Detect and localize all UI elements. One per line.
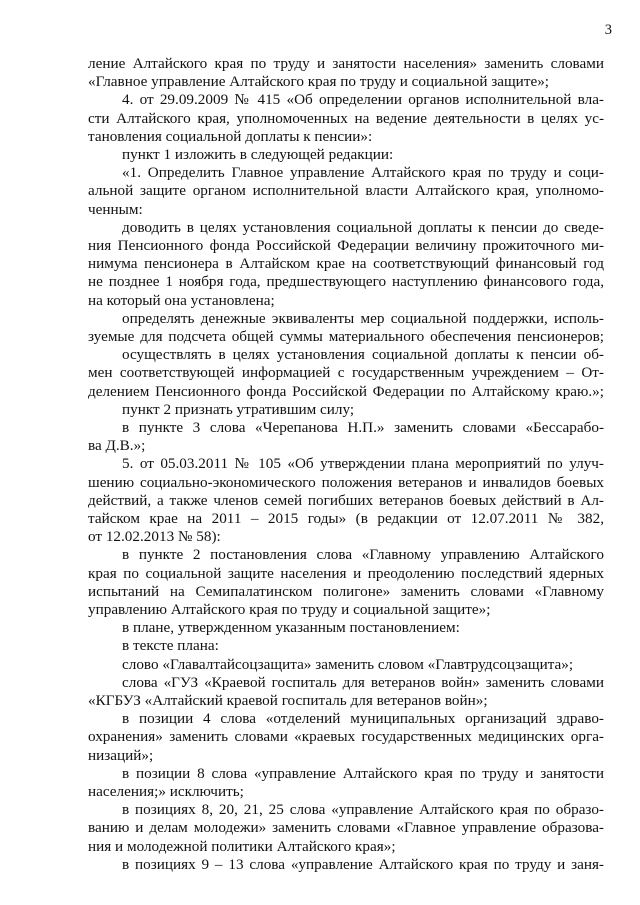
text-line: «1. Определить Главное управление Алтайского края по труду и соци- — [122, 164, 604, 182]
text-line: слова «ГУЗ «Краевой госпиталь для ветеранов войн» заменить словами — [122, 673, 604, 691]
text-line: «КГБУЗ «Алтайский краевой госпиталь для ветеранов войн»; — [88, 692, 488, 709]
text-line: не позднее 1 ноября года, предшествующего наступлению финансового года, — [88, 273, 604, 291]
text-line: зуемые для подсчета общей суммы материального обеспечения пенсионеров; — [88, 328, 604, 345]
text-line: осуществлять в целях установления социальной доплаты к пенсии об- — [122, 346, 604, 364]
text-line: ния и молодежной политики Алтайского края»; — [88, 837, 396, 855]
text-line: охранения» заменить словами «краевых государственных медицинских орга- — [88, 728, 604, 746]
text-line: действий, а также членов семей погибших ветеранов боевых действий в Ал- — [88, 491, 604, 509]
text-line: в позициях 9 – 13 слова «управление Алтайского края по труду и заня- — [122, 855, 604, 873]
text-line: пункт 2 признать утратившим силу; — [122, 400, 355, 418]
text-line: края по социальной защите населения и преодолению последствий ядерных — [88, 564, 604, 582]
text-line: шению социально-экономического положения ветеранов и инвалидов боевых — [88, 473, 604, 491]
text-line: 5. от 05.03.2011 № 105 «Об утверждении плана мероприятий по улуч- — [122, 455, 604, 473]
text-line: «Главное управление Алтайского края по труду и социальной защите»; — [88, 73, 550, 91]
text-line: в пункте 3 слова «Черепанова Н.П.» заменить словами «Бессарабо- — [122, 419, 604, 436]
text-line: мен соответствующей информацией с государственным учреждением – От- — [88, 364, 604, 382]
text-line: 4. от 29.09.2009 № 415 «Об определении органов исполнительной вла- — [122, 91, 604, 109]
page-number: 3 — [604, 22, 612, 38]
text-line: пункт 1 изложить в следующей редакции: — [122, 146, 394, 163]
text-line: ченным: — [88, 200, 143, 218]
text-line: ния Пенсионного фонда Российской Федерации величину прожиточного ми- — [88, 237, 604, 254]
text-line: сти Алтайского края, уполномоченных на ведение деятельности в целях ус- — [88, 109, 604, 127]
text-line: в позиции 8 слова «управление Алтайского края по труду и занятости — [122, 764, 604, 782]
text-line: слово «Главалтайсоцзащита» заменить словом «Главтрудсоцзащита»; — [122, 655, 574, 673]
text-line: ление Алтайского края по труду и занятости населения» заменить словами — [88, 55, 604, 72]
text-line: в тексте плана: — [122, 637, 219, 655]
text-line: тайском крае на 2011 – 2015 годы» (в редакции от 12.07.2011 № 382, — [88, 510, 604, 527]
text-line: нимума пенсионера в Алтайском крае на соответствующий финансовый год — [88, 255, 604, 273]
text-line: в пункте 2 постановления слова «Главному управлению Алтайского — [122, 546, 604, 564]
text-line: доводить в целях установления социальной доплаты к пенсии до сведе- — [122, 218, 604, 236]
text-line: в позиции 4 слова «отделений муниципальных организаций здраво- — [122, 710, 604, 728]
text-line: управлению Алтайского края по труду и социальной защите»; — [88, 601, 491, 618]
text-line: ванию и делам молодежи» заменить словами «Главное управление образова- — [88, 819, 604, 837]
text-line: в плане, утвержденном указанным постановлением: — [122, 619, 460, 637]
text-line: на который она установлена; — [88, 291, 275, 309]
text-line: делением Пенсионного фонда Российской Федерации по Алтайскому краю.»; — [88, 382, 604, 400]
text-line: от 12.02.2013 № 58): — [88, 528, 221, 546]
text-line: тановления социальной доплаты к пенсии»: — [88, 127, 373, 145]
text-line: населения;» исключить; — [88, 783, 244, 800]
text-line: альной защите органом исполнительной власти Алтайского края, уполномо- — [88, 182, 604, 200]
text-line: ва Д.В.»; — [88, 437, 146, 455]
text-line: определять денежные эквиваленты мер социальной поддержки, исполь- — [122, 309, 604, 327]
text-line: испытаний на Семипалатинском полигоне» заменить словами «Главному — [88, 582, 604, 600]
text-line: низаций»; — [88, 746, 154, 764]
text-line: в позициях 8, 20, 21, 25 слова «управление Алтайского края по образо- — [122, 801, 604, 819]
